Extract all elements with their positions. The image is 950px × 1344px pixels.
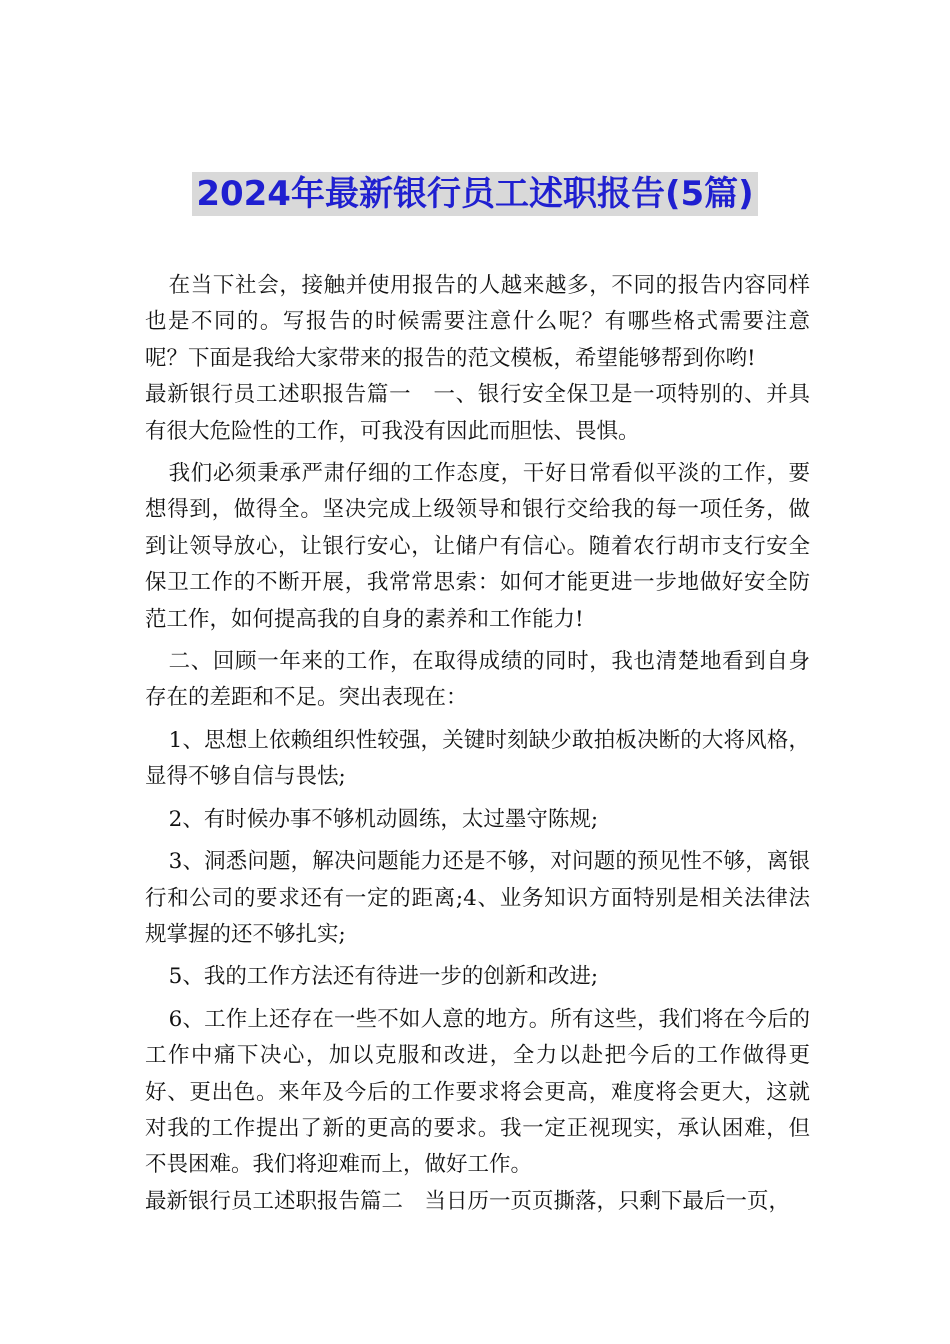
title-container — [0, 172, 950, 216]
paragraph-review: 二、回顾一年来的工作，在取得成绩的同时，我也清楚地看到自身存在的差距和不足。突出表现在： — [145, 649, 810, 711]
document-body — [145, 268, 810, 1220]
list-item-6: 6、工作上还存在一些不如人意的地方。所有这些，我们将在今后的工作中痛下决心，加以克服和改进，全力以赴把今后的工作做得更好、更出色。来年及今后的工作要求将会更高，难度将会更大，这就对我的工作提出了新的更高的要求。我一定正视现实，承认困难，但不畏困难。我们将迎难而上，做好工作。 — [145, 1006, 810, 1178]
paragraph-intro: 在当下社会，接触并使用报告的人越来越多，不同的报告内容同样也是不同的。写报告的时候需要注意什么呢？有哪些格式需要注意呢？下面是我给大家带来的报告的范文模板，希望能够帮到你哟! — [145, 273, 810, 371]
paragraph-section-two-heading: 最新银行员工述职报告篇二 当日历一页页撕落，只剩下最后一页， — [145, 1188, 791, 1214]
list-item-5: 5、我的工作方法还有待进一步的创新和改进; — [168, 964, 599, 990]
list-item-2: 2、有时候办事不够机动圆练，太过墨守陈规; — [168, 806, 599, 832]
list-item-3-4: 3、洞悉问题，解决问题能力还是不够，对问题的预见性不够，离银行和公司的要求还有一定的距离;4、业务知识方面特别是相关法律法规掌握的还不够扎实; — [145, 849, 810, 947]
paragraph-work-attitude: 我们必须秉承严肃仔细的工作态度，干好日常看似平淡的工作，要想得到，做得全。坚决完成上级领导和银行交给我的每一项任务，做到让领导放心，让银行安心，让储户有信心。随着农行胡市支行安全保卫工作的不断开展，我常常思索：如何才能更进一步地做好安全防范工作，如何提高我的自身的素养和工作能力! — [145, 461, 810, 632]
document-title: 2024年最新银行员工述职报告(5篇) — [192, 172, 757, 216]
paragraph-section-one-heading: 最新银行员工述职报告篇一 一、银行安全保卫是一项特别的、并具有很大危险性的工作，可我没有因此而胆怯、畏惧。 — [145, 382, 810, 444]
list-item-1: 1、思想上依赖组织性较强，关键时刻缺少敢拍板决断的大将风格，显得不够自信与畏怯; — [145, 727, 810, 790]
